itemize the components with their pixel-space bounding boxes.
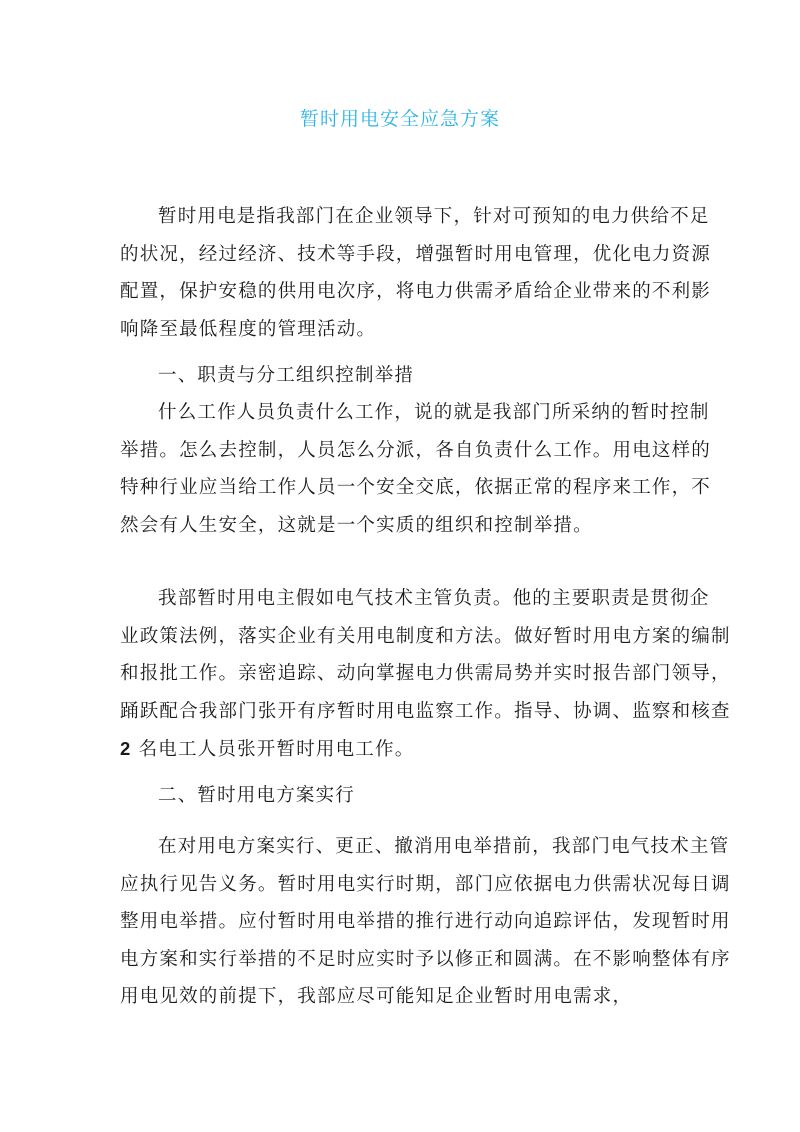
paragraph-line: 用电见效的前提下，我部应尽可能知足企业暂时用电需求， [120,986,633,1007]
paragraph-line: 业政策法例，落实企业有关用电制度和方法。做好暂时用电方案的编制 [120,625,731,647]
paragraph-line: 和报批工作。亲密追踪、动向掌握电力供需局势并实时报告部门领导， [120,663,731,684]
paragraph-line: 举措。怎么去控制，人员怎么分派，各自负责什么工作。用电这样的 [120,439,712,461]
paragraph-line: 然会有人生安全，这就是一个实质的组织和控制举措。 [120,514,593,536]
electrician-count: 2 [120,738,132,759]
paragraph-implementation [120,828,731,1016]
paragraph-line: 电方案和实行举措的不足时应实时予以修正和圆满。在不影响整体有序 [120,948,731,970]
paragraph-line: 什么工作人员负责什么工作，说的就是我部门所采纳的暂时控制 [158,402,710,423]
paragraph-responsibilities [120,394,712,544]
paragraph-line: 响降至最低程度的管理活动。 [120,318,377,340]
document-title: 暂时用电安全应急方案 [299,108,500,130]
paragraph-supervisor [120,580,731,768]
paragraph-line: 配置，保护安稳的供用电次序，将电力供需矛盾给企业带来的不利影 [120,281,712,302]
section-heading-text: 二、暂时用电方案实行 [158,785,356,806]
paragraph-line: 我部暂时用电主假如电气技术主管负责。他的主要职责是贯彻企 [158,588,710,609]
section-heading-1 [158,364,414,388]
section-heading-2 [158,784,355,808]
paragraph-line: 特种行业应当给工作人员一个安全交底，依据正常的程序来工作，不 [120,477,712,498]
paragraph-line: 的状况，经过经济、技术等手段，增强暂时用电管理，优化电力资源 [120,243,712,265]
paragraph-line: 整用电举措。应付暂时用电举措的推行进行动向追踪评估，发现暂时用 [120,911,731,932]
paragraph-line: 踊跃配合我部门张开有序暂时用电监察工作。指导、协调、监察和核查 [120,700,731,722]
paragraph-line: 应执行见告义务。暂时用电实行时期，部门应依据电力供需状况每日调 [120,873,731,895]
paragraph-line-text: 名电工人员张开暂时用电工作。 [138,739,415,760]
paragraph-line: 在对用电方案实行、更正、撤消用电举措前，我部门电气技术主管 [158,836,730,857]
paragraph-line: 暂时用电是指我部门在企业领导下，针对可预知的电力供给不足 [158,206,710,227]
paragraph-intro [120,198,712,348]
section-heading-text: 一、职责与分工组织控制举措 [158,365,415,386]
paragraph-line [120,730,688,768]
